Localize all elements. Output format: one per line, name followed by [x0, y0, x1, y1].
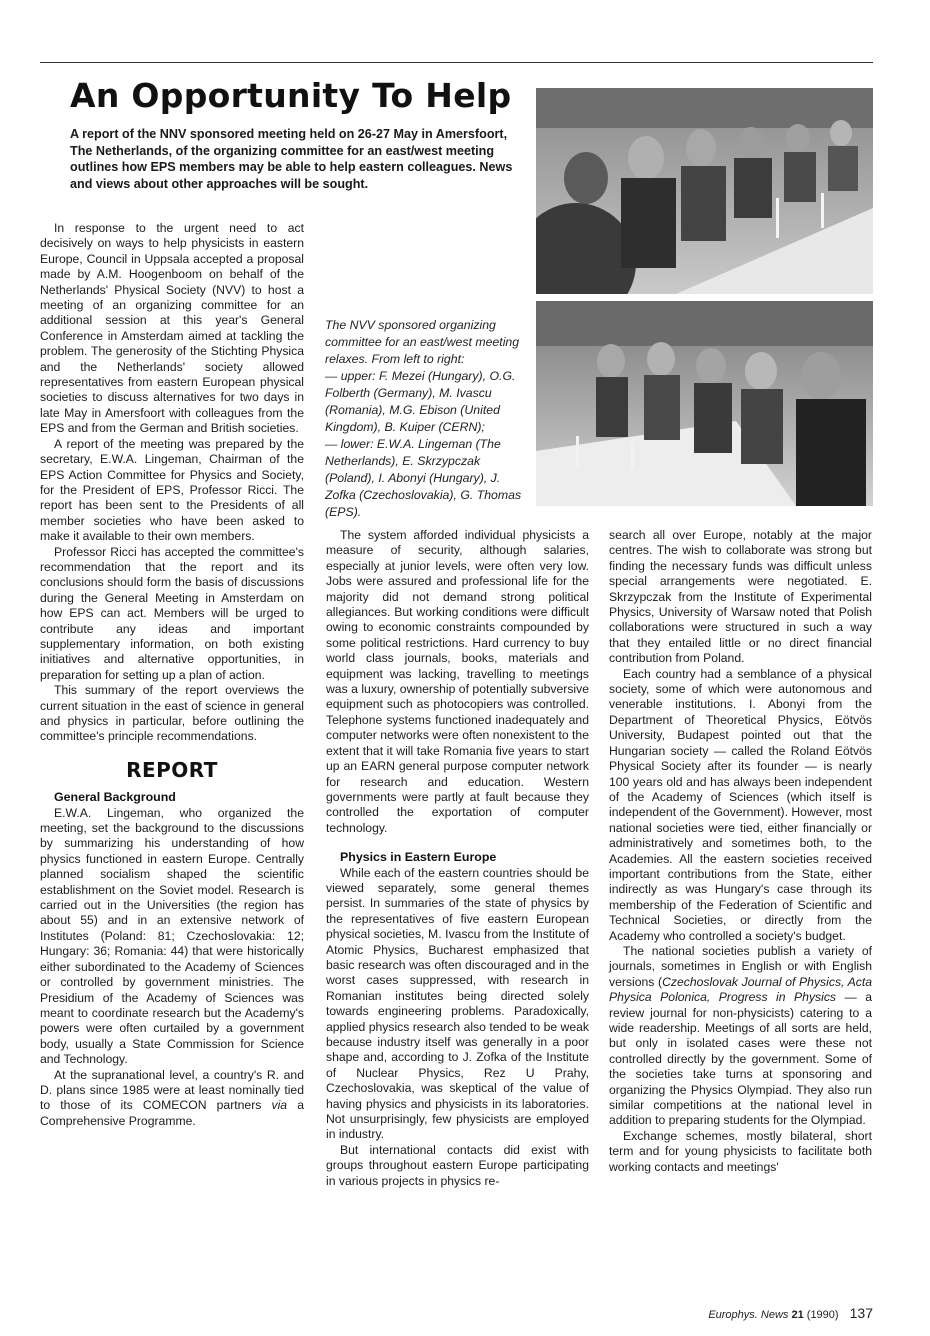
caption-intro: The NVV sponsored organizing committee for an east/west meeting relaxes. From left to right:	[325, 318, 520, 366]
intro-paragraph-2: A report of the meeting was prepared by the secretary, E.W.A. Lingeman, Chairman of the EPS Action Committee for Physics and Society, for the President of EPS, Professor Ricci. The report has been sent to the Presidents of all member societies who have been asked to make it available to their own members.	[40, 436, 304, 544]
societies-paragraph: Each country had a semblance of a physical society, some of which were autonomous and venerable institutions. I. Abonyi from the Department of Theoretical Physics, Eötvös University, Budapest pointed out that the Hungarian society — called the Roland Eötvös Physical Society after its founder — is nearly 100 years old and has always been independent of the Academy of Sciences (which itself is independent of the Government). However, most national societies were tied, either financially or administratively and sometimes both, to the Academies. All the eastern societies received important contributions from the State, either indirectly as was Hungary's case through its membership of the Federation of Scientific and Technical Societies, or directly from the Academy who controlled a society's budget.	[609, 666, 872, 943]
collaboration-paragraph: search all over Europe, notably at the major centres. The wish to collaborate was strong but finding the necessary funds was difficult unless special arrangements were negotiated. E. Skrzypczak from the Institute of Experimental Physics, University of Warsaw noted that Polish collaborations were structured in such a way that they entailed little or no direct financial contribution from Poland.	[609, 528, 872, 666]
gb-p2-via: via	[271, 1098, 288, 1113]
journal-volume: 21	[791, 1309, 804, 1321]
general-background-paragraph-2	[40, 1068, 304, 1130]
journal-name: Europhys. News	[708, 1309, 789, 1321]
column-3	[609, 528, 872, 1175]
general-background-heading: General Background	[54, 790, 176, 805]
journals-paragraph	[609, 944, 872, 1129]
photo-lower	[536, 301, 873, 506]
intro-paragraph-1: In response to the urgent need to act decisively on ways to help physicists in eastern Europe, Council in Uppsala accepted a proposal made by A.M. Hoogenboom on behalf of the Netherlands' Physical Society (NVV) to host a meeting of an organizing committee for an additional session at this year's General Conference in Amsterdam aimed at tackling the problem. The generosity of the Stichting Physica and the Netherlands' society allowed representatives from eastern European physical societies to discuss alternatives for two days in late May in Amersfoort with colleagues from the EPS and from the German and British societies.	[40, 221, 304, 436]
article-subtitle: A report of the NNV sponsored meeting held on 26-27 May in Amersfoort, The Netherlands, of the organizing committee for an east/west meeting outlines how EPS members may be able to help eastern colleagues. News and views about other approaches will be sought.	[70, 127, 513, 191]
journals-p-end: — a review journal for non-physicists) catering to a wide readership. Meetings of all sorts are held, but only in isolated cases were these not controlled directly by the government. Some of the societies take turns at sponsoring and organizing the Physics Olympiad. They also run similar competitions at the national level in addition to preparing students for the Olympiad.	[609, 990, 872, 1128]
physics-paragraph-1: While each of the eastern countries should be viewed separately, some general themes persist. In summaries of the state of physics by the representatives of five eastern European physical societies, M. Ivascu from the Institute of Atomic Physics, Bucharest emphasized that basic research was often discouraged and in the worst cases suppressed, with research in Romanian institutes being directed solely towards engineering problems. Paradoxically, applied physics research also tended to be weak because industry itself was generally in a poor shape and, according to J. Zofka of the Institute of Nuclear Physics, Rez U Prahy, Czechoslovakia, was skeptical of the value of having physics and physicists in its laboratories. Not unsurprisingly, few physicists are employed in industry.	[326, 865, 589, 1142]
intro-paragraph-3: Professor Ricci has accepted the committee's recommendation that the report and its conclusions should form the basis of discussions during the General Meeting in Amsterdam on how EPS can act. Members will be urged to contribute any ideas and important supplementary information, on both existing initiatives and alternative opportunities, in preparation for setting up a plan of action.	[40, 544, 304, 682]
journal-year: (1990)	[806, 1309, 839, 1321]
exchange-paragraph: Exchange schemes, mostly bilateral, short term and for young physicists to facilitate both working contacts and meetings'	[609, 1128, 872, 1174]
caption-upper: — upper: F. Mezei (Hungary), O.G. Folberth (Germany), M. Ivascu (Romania), M.G. Ebison (United Kingdom), B. Kuiper (CERN);	[325, 369, 516, 434]
general-background-paragraph-1: E.W.A. Lingeman, who organized the meeting, set the background to the discussions by summarizing his understanding of how physics functioned in eastern Europe. Centrally planned socialism shaped the scientific establishment on the Soviet model. Research is carried out in the Universities (the region has about 55) and in an extensive network of Institutes (Poland: 81; Czechoslovakia: 12; Hungary: 36; Romania: 44) that were historically either subordinated to the Academy of Sciences or controlled by government ministries. The Presidium of the Academy of Sciences was meant to coordinate research but the Academy's powers were often curtailed by a government body, usually a State Commission for Science and Technology.	[40, 805, 304, 1067]
gb-p2-end: a Comprehensive Programme.	[40, 1098, 304, 1128]
column-1	[40, 221, 304, 1129]
report-heading: REPORT	[126, 757, 218, 782]
physics-eastern-europe-heading: Physics in Eastern Europe	[340, 850, 497, 865]
photo-caption	[325, 317, 530, 521]
system-paragraph: The system afforded individual physicists a measure of security, although salaries, especially at junior levels, were often very low. Jobs were assured and professional life for the majority did not demand strong political allegiances. But working conditions were difficult owing to economic constraints compounded by some political restrictions. Hard currency to buy world class journals, books, materials and equipment was lacking, travelling to meetings was a luxury, ownership of potentially subversive equipment such as photocopiers was controlled. Telephone systems functioned inadequately and computer networks were often nonexistent to the extent that it will take Romania five years to start up an EARN general purpose computer network for research and education. Western governments were partly at fault because they controlled the exportation of computer technology.	[326, 528, 589, 835]
page-number: 137	[849, 1305, 873, 1321]
photo-upper	[536, 88, 873, 294]
gb-p2-start: At the supranational level, a country's R. and D. plans since 1985 were at least nominally tied to those of its COMECON partners	[40, 1067, 304, 1113]
article-title: An Opportunity To Help	[70, 76, 512, 115]
journals-list: Czechoslovak Journal of Physics, Acta Physica Polonica, Progress in Physics	[609, 974, 873, 1005]
column-2	[326, 528, 589, 1189]
intro-paragraph-4: This summary of the report overviews the current situation in the east of science in general and physics in particular, before outlining the committee's principle recommendations.	[40, 683, 304, 744]
journals-p-start: The national societies publish a variety of journals, sometimes in English or with English versions (	[609, 943, 872, 989]
page-footer	[708, 1305, 873, 1321]
caption-lower: — lower: E.W.A. Lingeman (The Netherlands), E. Skrzypczak (Poland), I. Abonyi (Hungary), J. Zofka (Czechoslovakia), G. Thomas (EPS).	[325, 437, 522, 519]
physics-paragraph-2: But international contacts did exist with groups throughout eastern Europe participating in various projects in physics re-	[326, 1142, 589, 1188]
top-rule	[40, 62, 873, 63]
